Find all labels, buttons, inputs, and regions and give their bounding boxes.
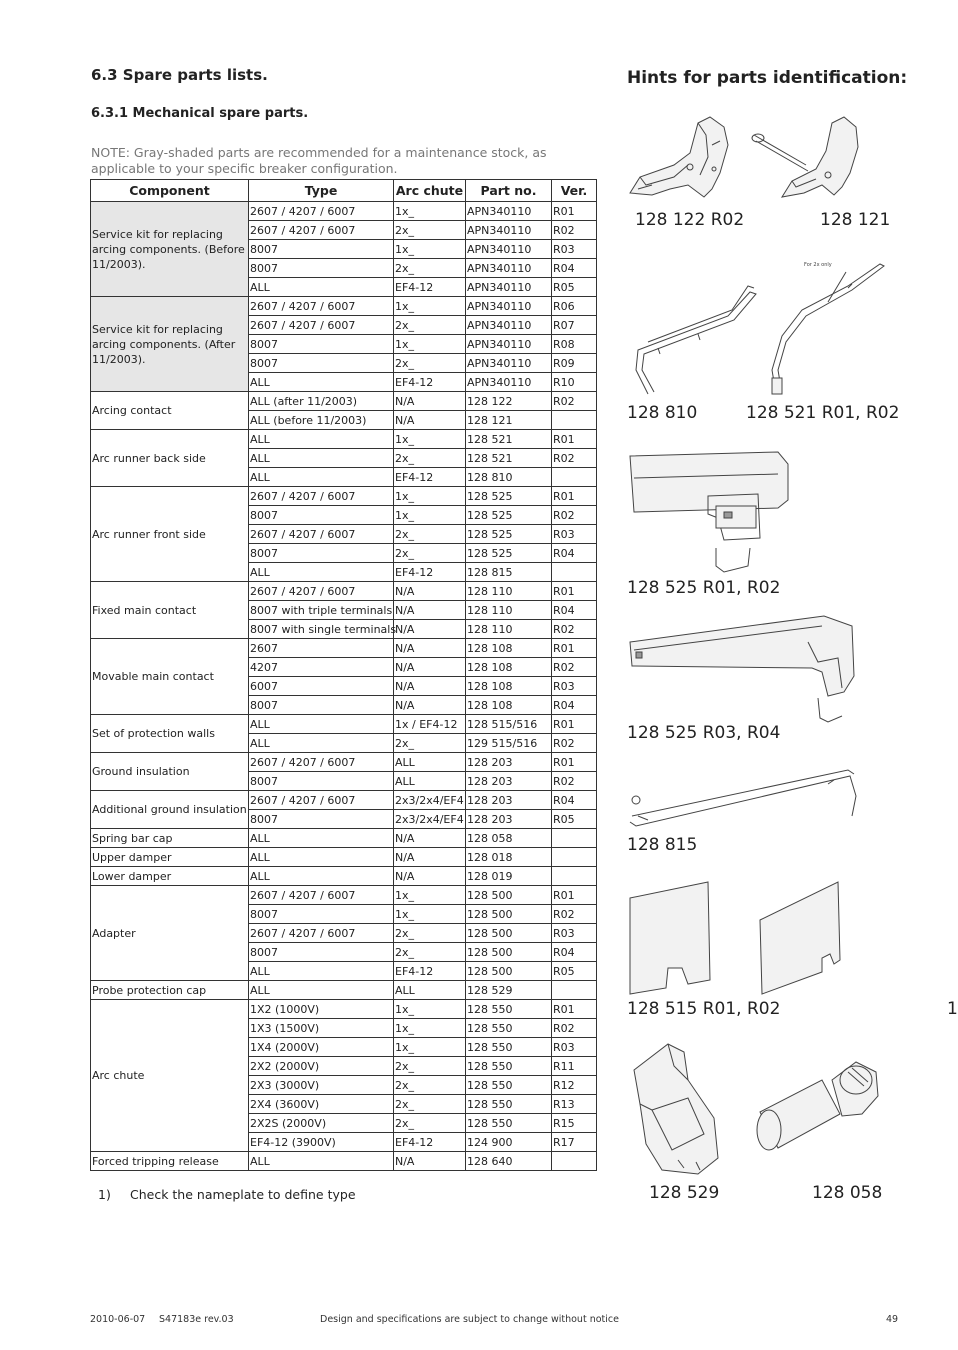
part-number-cell: 124 900 (466, 1133, 552, 1152)
column-header: Ver. (552, 180, 597, 202)
arc-runner-128815-drawing (628, 766, 858, 832)
version-cell (552, 411, 597, 430)
arc-chute-cell: N/A (394, 658, 466, 677)
arc-runner-128525-r03-drawing (628, 612, 858, 722)
component-cell: Arc runner front side (91, 487, 249, 582)
component-cell: Upper damper (91, 848, 249, 867)
type-cell: ALL (249, 734, 394, 753)
arcing-contact-128121-drawing (752, 115, 862, 205)
type-cell: 2607 / 4207 / 6007 (249, 316, 394, 335)
version-cell: R08 (552, 335, 597, 354)
footnote-text: Check the nameplate to define type (129, 1187, 356, 1202)
type-cell: 8007 (249, 544, 394, 563)
version-cell: R02 (552, 221, 597, 240)
version-cell (552, 1152, 597, 1171)
version-cell: R02 (552, 620, 597, 639)
part-number-cell: APN340110 (466, 316, 552, 335)
arc-chute-cell: EF4-12 (394, 962, 466, 981)
type-cell: 2607 / 4207 / 6007 (249, 753, 394, 772)
type-cell: ALL (249, 468, 394, 487)
arc-chute-cell: 2x_ (394, 1114, 466, 1133)
component-cell: Probe protection cap (91, 981, 249, 1000)
part-number-cell: 128 018 (466, 848, 552, 867)
arc-chute-cell: 1x_ (394, 487, 466, 506)
version-cell: R02 (552, 1019, 597, 1038)
part-number-cell: 128 108 (466, 677, 552, 696)
version-cell: R02 (552, 658, 597, 677)
arc-chute-cell: N/A (394, 829, 466, 848)
part-number-cell: APN340110 (466, 297, 552, 316)
table-row (91, 582, 597, 601)
part-number-cell: 128 521 (466, 449, 552, 468)
version-cell (552, 848, 597, 867)
part-number-cell: 128 203 (466, 791, 552, 810)
part-number-cell: 128 550 (466, 1095, 552, 1114)
arc-chute-cell: N/A (394, 677, 466, 696)
arc-chute-cell: 1x_ (394, 506, 466, 525)
arc-chute-cell: 1x_ (394, 335, 466, 354)
part-number-cell: APN340110 (466, 335, 552, 354)
type-cell: 2X4 (3600V) (249, 1095, 394, 1114)
arcing-contact-128122-drawing (628, 115, 738, 205)
version-cell: R02 (552, 772, 597, 791)
type-cell: ALL (249, 563, 394, 582)
part-number-cell: 128 525 (466, 487, 552, 506)
part-number-cell: 128 500 (466, 962, 552, 981)
version-cell: R10 (552, 373, 597, 392)
type-cell: 2607 / 4207 / 6007 (249, 924, 394, 943)
arc-chute-cell: 1x_ (394, 202, 466, 221)
part-number-cell: 128 203 (466, 772, 552, 791)
type-cell: 2X2 (2000V) (249, 1057, 394, 1076)
component-cell: Arcing contact (91, 392, 249, 430)
version-cell: R04 (552, 259, 597, 278)
type-cell: 2X3 (3000V) (249, 1076, 394, 1095)
part-number-cell: 128 122 (466, 392, 552, 411)
arc-chute-cell: 2x_ (394, 924, 466, 943)
version-cell: R01 (552, 430, 597, 449)
table-row (91, 886, 597, 905)
arc-chute-cell: 2x_ (394, 316, 466, 335)
part-number-cell: 128 525 (466, 525, 552, 544)
part-number-cell: 128 500 (466, 943, 552, 962)
type-cell: ALL (249, 430, 394, 449)
version-cell: R02 (552, 506, 597, 525)
arc-chute-cell: 2x_ (394, 1076, 466, 1095)
arc-chute-cell: 2x_ (394, 525, 466, 544)
type-cell: 8007 (249, 696, 394, 715)
arc-chute-cell: N/A (394, 639, 466, 658)
type-cell: 8007 (249, 240, 394, 259)
arc-chute-cell: 1x_ (394, 886, 466, 905)
arc-chute-cell: N/A (394, 411, 466, 430)
version-cell (552, 867, 597, 886)
type-cell: 2607 / 4207 / 6007 (249, 221, 394, 240)
arc-chute-cell: EF4-12 (394, 468, 466, 487)
component-cell: Set of protection walls (91, 715, 249, 753)
part-number-cell: 128 521 (466, 430, 552, 449)
part-number-cell: 128 525 (466, 506, 552, 525)
version-cell: R15 (552, 1114, 597, 1133)
type-cell: 8007 (249, 810, 394, 829)
arc-chute-cell: N/A (394, 848, 466, 867)
type-cell: 8007 (249, 354, 394, 373)
arc-chute-cell: N/A (394, 582, 466, 601)
for-2x-only-label: For 2x only (804, 262, 832, 268)
part-number-cell: 128 529 (466, 981, 552, 1000)
version-cell: R02 (552, 449, 597, 468)
caption-128529: 128 529 (649, 1183, 720, 1203)
arc-chute-cell: 1x_ (394, 905, 466, 924)
caption-128525-r01: 128 525 R01, R02 (627, 578, 781, 598)
table-row (91, 981, 597, 1000)
caption-128810: 128 810 (627, 403, 698, 423)
type-cell: 6007 (249, 677, 394, 696)
table-row (91, 1000, 597, 1019)
arc-chute-cell: EF4-12 (394, 278, 466, 297)
part-number-cell: 128 110 (466, 582, 552, 601)
version-cell: R01 (552, 202, 597, 221)
maintenance-note: NOTE: Gray-shaded parts are recommended for a maintenance stock, as applicable to your specific breaker configuration. (91, 145, 547, 176)
arc-chute-cell: 1x_ (394, 430, 466, 449)
type-cell: 8007 (249, 772, 394, 791)
part-number-cell: 128 500 (466, 905, 552, 924)
version-cell: R05 (552, 810, 597, 829)
arc-chute-cell: 1x_ (394, 1019, 466, 1038)
part-number-cell: 128 500 (466, 924, 552, 943)
component-cell: Fixed main contact (91, 582, 249, 639)
part-number-cell: 128 550 (466, 1038, 552, 1057)
part-number-cell: 128 203 (466, 810, 552, 829)
footer-disclaimer: Design and specifications are subject to change without notice (320, 1314, 619, 1325)
component-cell: Service kit for replacing arcing components. (After 11/2003). (91, 297, 249, 392)
arc-chute-cell: 1x_ (394, 1038, 466, 1057)
protection-wall-128516-drawing (758, 880, 842, 998)
arc-chute-cell: N/A (394, 1152, 466, 1171)
footer-doc-number: S47183e rev.03 (159, 1314, 234, 1325)
type-cell: 2607 / 4207 / 6007 (249, 202, 394, 221)
arc-chute-cell: 2x_ (394, 1095, 466, 1114)
column-header: Part no. (466, 180, 552, 202)
part-number-cell: 128 121 (466, 411, 552, 430)
version-cell: R02 (552, 392, 597, 411)
arc-runner-128525-r01-drawing (628, 448, 796, 578)
version-cell: R01 (552, 886, 597, 905)
footnote-number: 1) (98, 1187, 111, 1202)
footer-date: 2010-06-07 (90, 1314, 146, 1325)
table-row (91, 297, 597, 316)
caption-128521: 128 521 R01, R02 (746, 403, 900, 423)
version-cell: R03 (552, 240, 597, 259)
arc-chute-cell: EF4-12 (394, 563, 466, 582)
arc-chute-cell: 1x_ (394, 1000, 466, 1019)
type-cell: EF4-12 (3900V) (249, 1133, 394, 1152)
caption-128058: 128 058 (812, 1183, 883, 1203)
part-number-cell: 128 550 (466, 1019, 552, 1038)
column-header: Component (91, 180, 249, 202)
version-cell: R04 (552, 601, 597, 620)
arc-chute-cell: N/A (394, 392, 466, 411)
spare-parts-table (90, 179, 597, 1171)
table-row (91, 791, 597, 810)
type-cell: 2607 / 4207 / 6007 (249, 791, 394, 810)
footnote (98, 1187, 356, 1202)
arc-runner-128810-drawing (628, 282, 760, 400)
component-cell: Forced tripping release (91, 1152, 249, 1171)
arc-chute-cell: 2x_ (394, 221, 466, 240)
caption-128122: 128 122 R02 (635, 210, 745, 230)
type-cell: 8007 (249, 259, 394, 278)
version-cell: R13 (552, 1095, 597, 1114)
table-row (91, 430, 597, 449)
part-number-cell: 128 810 (466, 468, 552, 487)
table-row (91, 1152, 597, 1171)
version-cell: R03 (552, 924, 597, 943)
version-cell: R03 (552, 525, 597, 544)
version-cell (552, 829, 597, 848)
part-number-cell: 128 203 (466, 753, 552, 772)
caption-128525-r03: 128 525 R03, R04 (627, 723, 781, 743)
version-cell: R01 (552, 487, 597, 506)
type-cell: ALL (249, 981, 394, 1000)
version-cell: R04 (552, 791, 597, 810)
type-cell: 8007 (249, 335, 394, 354)
type-cell: 2607 / 4207 / 6007 (249, 525, 394, 544)
column-header: Type (249, 180, 394, 202)
table-row (91, 202, 597, 221)
component-cell: Arc chute (91, 1000, 249, 1152)
part-number-cell: 128 058 (466, 829, 552, 848)
part-number-cell: 128 550 (466, 1057, 552, 1076)
arc-chute-cell: EF4-12 (394, 1133, 466, 1152)
arc-chute-cell: 1x_ (394, 240, 466, 259)
arc-chute-cell: N/A (394, 867, 466, 886)
caption-128121: 128 121 (820, 210, 891, 230)
version-cell: R01 (552, 1000, 597, 1019)
caption-128515: 128 515 R01, R02 (627, 999, 781, 1019)
type-cell: 4207 (249, 658, 394, 677)
type-cell: 1X2 (1000V) (249, 1000, 394, 1019)
part-number-cell: 128 550 (466, 1114, 552, 1133)
part-number-cell: APN340110 (466, 259, 552, 278)
table-row (91, 829, 597, 848)
page-number: 49 (886, 1314, 899, 1325)
arc-chute-cell: N/A (394, 620, 466, 639)
version-cell: R05 (552, 962, 597, 981)
arc-chute-cell: ALL (394, 772, 466, 791)
type-cell: 2607 / 4207 / 6007 (249, 582, 394, 601)
version-cell: R01 (552, 582, 597, 601)
subsection-title: 6.3.1 Mechanical spare parts. (91, 106, 309, 121)
type-cell: 1X3 (1500V) (249, 1019, 394, 1038)
part-number-cell: 128 108 (466, 696, 552, 715)
component-cell: Spring bar cap (91, 829, 249, 848)
part-number-cell: APN340110 (466, 221, 552, 240)
part-number-cell: APN340110 (466, 202, 552, 221)
arc-chute-cell: 1x_ (394, 297, 466, 316)
part-number-cell: 128 515/516 (466, 715, 552, 734)
arc-chute-cell: N/A (394, 696, 466, 715)
part-number-cell: APN340110 (466, 354, 552, 373)
part-number-cell: 128 019 (466, 867, 552, 886)
part-number-cell: APN340110 (466, 278, 552, 297)
version-cell: R07 (552, 316, 597, 335)
version-cell: R05 (552, 278, 597, 297)
arc-chute-cell: ALL (394, 981, 466, 1000)
part-number-cell: 128 815 (466, 563, 552, 582)
type-cell: 2X2S (2000V) (249, 1114, 394, 1133)
type-cell: 8007 with triple terminals (249, 601, 394, 620)
version-cell: R17 (552, 1133, 597, 1152)
version-cell (552, 563, 597, 582)
type-cell: 2607 / 4207 / 6007 (249, 886, 394, 905)
table-row (91, 715, 597, 734)
part-number-cell: 128 550 (466, 1076, 552, 1095)
part-number-cell: 128 108 (466, 639, 552, 658)
version-cell: R03 (552, 677, 597, 696)
type-cell: ALL (before 11/2003) (249, 411, 394, 430)
table-row (91, 639, 597, 658)
type-cell: 8007 (249, 506, 394, 525)
component-cell: Additional ground insulation (91, 791, 249, 829)
component-cell: Arc runner back side (91, 430, 249, 487)
component-cell: Adapter (91, 886, 249, 981)
component-cell: Ground insulation (91, 753, 249, 791)
version-cell: R03 (552, 1038, 597, 1057)
part-number-cell: 129 515/516 (466, 734, 552, 753)
version-cell: R01 (552, 753, 597, 772)
arc-chute-cell: 2x_ (394, 259, 466, 278)
type-cell: ALL (249, 1152, 394, 1171)
arc-chute-cell: 2x_ (394, 1057, 466, 1076)
arc-chute-cell: 1x / EF4-12 (394, 715, 466, 734)
type-cell: ALL (249, 867, 394, 886)
arc-chute-cell: 2x_ (394, 734, 466, 753)
part-number-cell: 128 108 (466, 658, 552, 677)
table-row (91, 753, 597, 772)
part-number-cell: 128 500 (466, 886, 552, 905)
type-cell: ALL (249, 848, 394, 867)
arc-runner-128521-drawing (768, 258, 886, 402)
caption-cut-off: 1 (947, 999, 958, 1019)
protection-wall-128515-drawing (628, 880, 712, 998)
part-number-cell: APN340110 (466, 240, 552, 259)
version-cell: R06 (552, 297, 597, 316)
arc-chute-cell: 2x_ (394, 449, 466, 468)
type-cell: 2607 / 4207 / 6007 (249, 487, 394, 506)
version-cell: R02 (552, 734, 597, 753)
hints-title: Hints for parts identification: (627, 68, 908, 88)
column-header: Arc chute (394, 180, 466, 202)
version-cell: R04 (552, 544, 597, 563)
type-cell: ALL (249, 829, 394, 848)
spring-bar-cap-128058-drawing (752, 1052, 882, 1162)
arc-chute-cell: ALL (394, 753, 466, 772)
type-cell: 1X4 (2000V) (249, 1038, 394, 1057)
type-cell: ALL (249, 449, 394, 468)
part-number-cell: 128 550 (466, 1000, 552, 1019)
version-cell: R01 (552, 715, 597, 734)
table-row (91, 867, 597, 886)
component-cell: Movable main contact (91, 639, 249, 715)
type-cell: ALL (249, 278, 394, 297)
part-number-cell: 128 110 (466, 620, 552, 639)
version-cell: R12 (552, 1076, 597, 1095)
section-title: 6.3 Spare parts lists. (91, 66, 268, 84)
version-cell: R04 (552, 943, 597, 962)
probe-protection-cap-128529-drawing (628, 1040, 732, 1180)
table-row (91, 487, 597, 506)
arc-chute-cell: 2x_ (394, 354, 466, 373)
table-row (91, 848, 597, 867)
version-cell: R02 (552, 905, 597, 924)
type-cell: 2607 / 4207 / 6007 (249, 297, 394, 316)
type-cell: 8007 (249, 905, 394, 924)
type-cell: 8007 (249, 943, 394, 962)
version-cell: R01 (552, 639, 597, 658)
component-cell: Service kit for replacing arcing components. (Before 11/2003). (91, 202, 249, 297)
part-number-cell: 128 110 (466, 601, 552, 620)
type-cell: ALL (249, 962, 394, 981)
arc-chute-cell: 2x_ (394, 544, 466, 563)
arc-chute-cell: 2x3/2x4/EF4 (394, 791, 466, 810)
arc-chute-cell: 2x3/2x4/EF4 (394, 810, 466, 829)
arc-chute-cell: EF4-12 (394, 373, 466, 392)
arc-chute-cell: 2x_ (394, 943, 466, 962)
version-cell (552, 981, 597, 1000)
table-header-row (91, 180, 597, 202)
version-cell (552, 468, 597, 487)
version-cell: R04 (552, 696, 597, 715)
type-cell: 2607 (249, 639, 394, 658)
type-cell: 8007 with single terminals (249, 620, 394, 639)
type-cell: ALL (249, 373, 394, 392)
table-row (91, 392, 597, 411)
version-cell: R11 (552, 1057, 597, 1076)
caption-128815: 128 815 (627, 835, 698, 855)
part-number-cell: APN340110 (466, 373, 552, 392)
type-cell: ALL (249, 715, 394, 734)
version-cell: R09 (552, 354, 597, 373)
arc-chute-cell: N/A (394, 601, 466, 620)
type-cell: ALL (after 11/2003) (249, 392, 394, 411)
part-number-cell: 128 640 (466, 1152, 552, 1171)
component-cell: Lower damper (91, 867, 249, 886)
part-number-cell: 128 525 (466, 544, 552, 563)
